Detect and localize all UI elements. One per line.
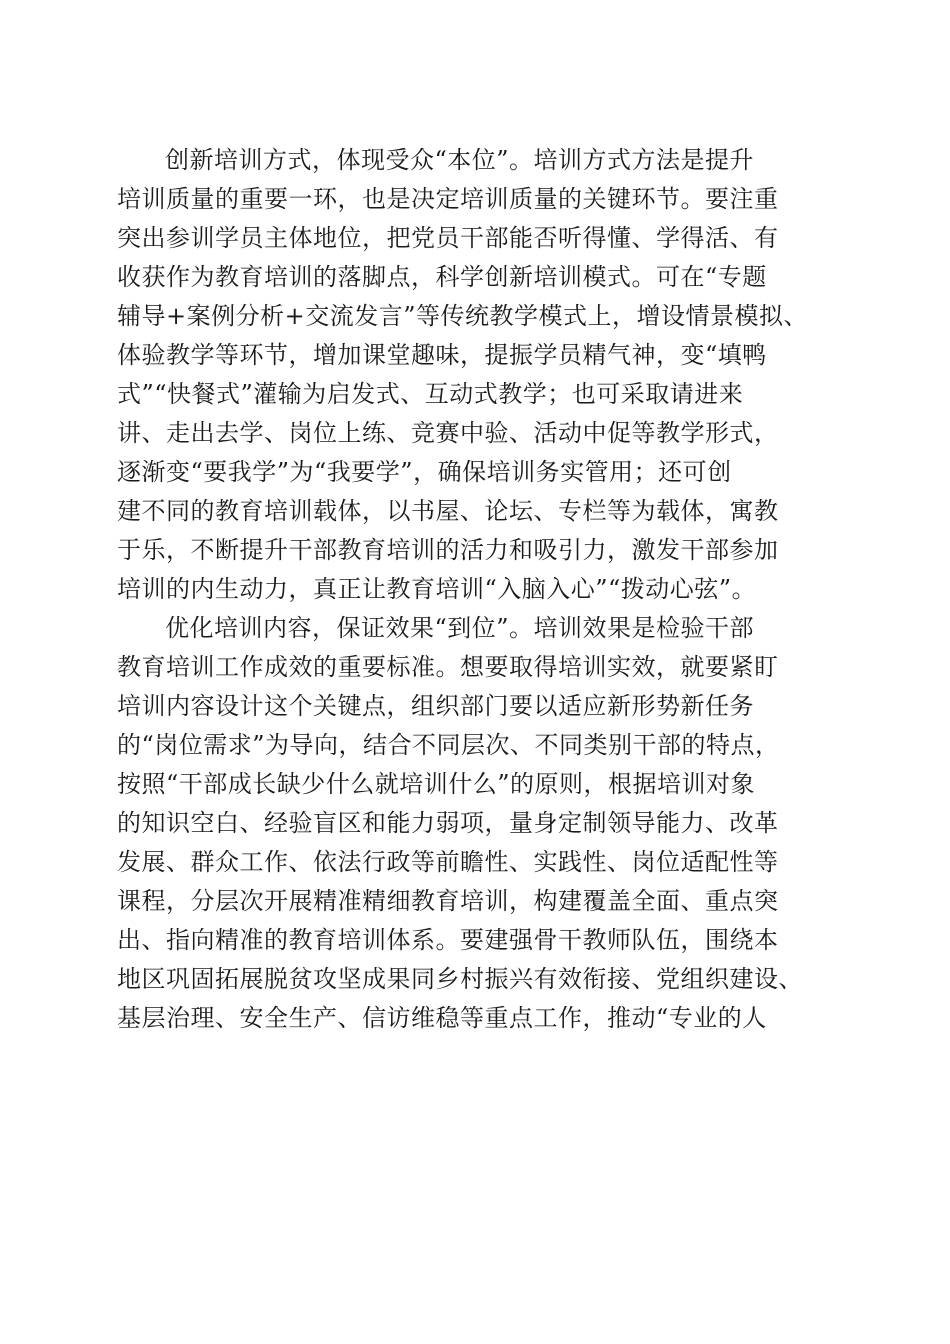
text-line: 收获作为教育培训的落脚点，科学创新培训模式。可在“专题 — [117, 263, 767, 291]
text-line: 创新培训方式，体现受众“本位”。培训方式方法是提升 — [165, 146, 755, 174]
paragraph-training-content — [117, 609, 837, 1038]
text-line: 体验教学等环节，增加课堂趣味，提振学员精气神，变“填鸭 — [117, 341, 767, 369]
text-line: 出、指向精准的教育培训体系。要建强骨干教师队伍，围绕本 — [117, 926, 779, 954]
text-line: 培训的内生动力，真正让教育培训“入脑入心”“拨动心弦”。 — [117, 575, 757, 603]
text-line: 突出参训学员主体地位，把党员干部能否听得懂、学得活、有 — [117, 224, 779, 252]
text-line: 课程，分层次开展精准精细教育培训，构建覆盖全面、重点突 — [117, 887, 779, 915]
text-line: 逐渐变“要我学”为“我要学”，确保培训务实管用；还可创 — [117, 458, 732, 486]
text-line: 培训内容设计这个关键点，组织部门要以适应新形势新任务 — [117, 692, 754, 720]
text-line: 按照“干部成长缺少什么就培训什么”的原则，根据培训对象 — [117, 770, 756, 798]
text-line: 的知识空白、经验盲区和能力弱项，量身定制领导能力、改革 — [117, 809, 779, 837]
body-text — [117, 141, 837, 1038]
text-line: 辅导+案例分析+交流发言”等传统教学模式上，增设情景模拟、 — [117, 302, 808, 330]
text-line: 发展、群众工作、依法行政等前瞻性、实践性、岗位适配性等 — [117, 848, 779, 876]
text-line: 培训质量的重要一环，也是决定培训质量的关键环节。要注重 — [117, 185, 779, 213]
text-line: 讲、走出去学、岗位上练、竞赛中验、活动中促等教学形式， — [117, 419, 779, 447]
text-line: 优化培训内容，保证效果“到位”。培训效果是检验干部 — [165, 614, 755, 642]
text-line: 地区巩固拓展脱贫攻坚成果同乡村振兴有效衔接、党组织建设、 — [117, 965, 803, 993]
paragraph-training-methods — [117, 141, 837, 609]
text-line: 的“岗位需求”为导向，结合不同层次、不同类别干部的特点， — [117, 731, 780, 759]
text-line: 基层治理、安全生产、信访维稳等重点工作，推动“专业的人 — [117, 1004, 767, 1032]
text-line: 建不同的教育培训载体，以书屋、论坛、专栏等为载体，寓教 — [117, 497, 779, 525]
text-line: 式”“快餐式”灌输为启发式、互动式教学；也可采取请进来 — [117, 380, 744, 408]
text-line: 教育培训工作成效的重要标准。想要取得培训实效，就要紧盯 — [117, 653, 779, 681]
text-line: 于乐，不断提升干部教育培训的活力和吸引力，激发干部参加 — [117, 536, 779, 564]
